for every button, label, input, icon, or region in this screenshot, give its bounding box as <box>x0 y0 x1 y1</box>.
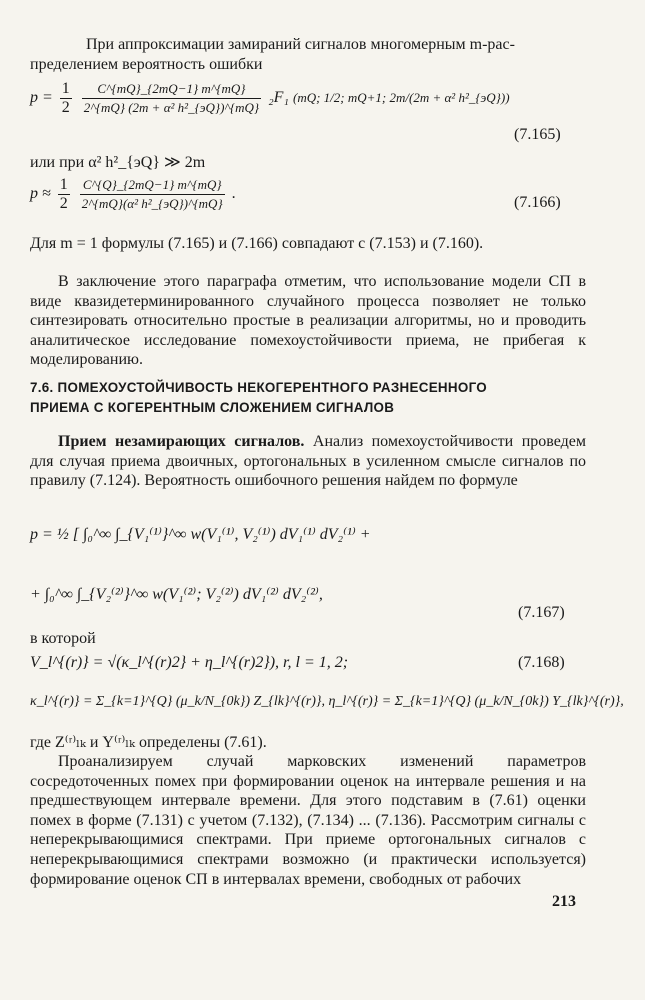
page-number: 213 <box>552 893 576 910</box>
in-which-line: в которой <box>30 630 96 647</box>
equation-7-168-line-2: κ_l^{(r)} = Σ_{k=1}^{Q} (μ_k/N_{0k}) Z_{lk}^{(r)}, η_l^{(r)} = Σ_{k=1}^{Q} (μ_k/N_{0k}) Y_{lk}^{(r)}, <box>30 694 624 709</box>
equation-7-165: p = $\frac{1}{2}$ $\frac{C\^{}\{mQ\}\_\{2mQ-1\} m\^{}\{mQ\}}{\text{2\textasciicircum{}\{mQ\} (2m + α² h²\_\{эQ\})\textasciicircum{}\{mQ\}}}$ ₂F₁ (mQ; 1/2; mQ+1; 2m/(2m + α² h²_{эQ})) <box>30 80 510 116</box>
paragraph-analysis: Проанализируем случай марковских изменений параметров сосредоточенных помех при формировании оценок на интервале решения и на предшествующем интервале времени. Для этого подставим в (7.61) оценки помех в форме (7.131) с учетом (7.132), (7.134) ... (7.136). Рассмотрим сигналы с неперекрывающимися спектрами. При приеме ортогональных сигналов с неперекрывающимися спектрами возможно (и практически используется) формирование оценок СП в интервалах времени, свободных от рабочих <box>30 753 586 888</box>
intro-line-1: При аппроксимации замираний сигналов многомерным m-рас- <box>86 36 515 53</box>
paragraph-conclusion: В заключение этого параграфа отметим, что использование модели СП в виде квазидетерминированного случайного процесса позволяет не только синтезировать относительно простые в реализации алгоритмы, но и проводить аналитическое исследование помехоустойчивости приема, не прибегая к моделированию. <box>30 273 586 369</box>
equation-7-167-number: (7.167) <box>518 604 565 621</box>
equation-7-167-line-1: p = ½ [ ∫₀^∞ ∫_{V₁⁽¹⁾}^∞ w(V₁⁽¹⁾, V₂⁽¹⁾) dV₁⁽¹⁾ dV₂⁽¹⁾ + <box>30 526 371 543</box>
section-heading: 7.6. ПОМЕХОУСТОЙЧИВОСТЬ НЕКОГЕРЕНТНОГО РАЗНЕСЕННОГО ПРИЕМА С КОГЕРЕНТНЫМ СЛОЖЕНИЕМ СИГНАЛОВ <box>30 380 488 415</box>
equation-7-166: p ≈ $\frac{1}{2}$ $\frac{C\^{}\{Q\}\_\{2mQ-1\} m\^{}\{mQ\}}{\text{2\textasciicircum{}\{mQ\}(α² h²\_\{эQ\})\textasciicircum{}\{mQ\}}}$ . <box>30 176 236 212</box>
paragraph-reception: Прием незамирающих сигналов. Анализ помехоустойчивости проведем для случая приема двоичных, ортогональных в усиленном смысле сигналов по правилу (7.124). Вероятность ошибочного решения найдем по формуле <box>30 433 586 490</box>
equation-7-168-number: (7.168) <box>518 654 565 671</box>
condition-line: или при α² h²_{эQ} ≫ 2m <box>30 154 206 171</box>
equation-7-166-number: (7.166) <box>514 194 561 211</box>
paragraph-m1: Для m = 1 формулы (7.165) и (7.166) совпадают с (7.153) и (7.160). <box>30 235 484 252</box>
defined-line: где Z⁽ʳ⁾ₗₖ и Y⁽ʳ⁾ₗₖ определены (7.61). <box>30 734 267 751</box>
intro-line-2: пределением вероятность ошибки <box>30 56 263 73</box>
equation-7-168-line-1: V_l^{(r)} = √(κ_l^{(r)2} + η_l^{(r)2}), r, l = 1, 2; <box>30 654 349 671</box>
equation-7-165-number: (7.165) <box>514 126 561 143</box>
equation-7-167-line-2: + ∫₀^∞ ∫_{V₂⁽²⁾}^∞ w(V₁⁽²⁾; V₂⁽²⁾) dV₁⁽²⁾ dV₂⁽²⁾, <box>30 586 323 603</box>
